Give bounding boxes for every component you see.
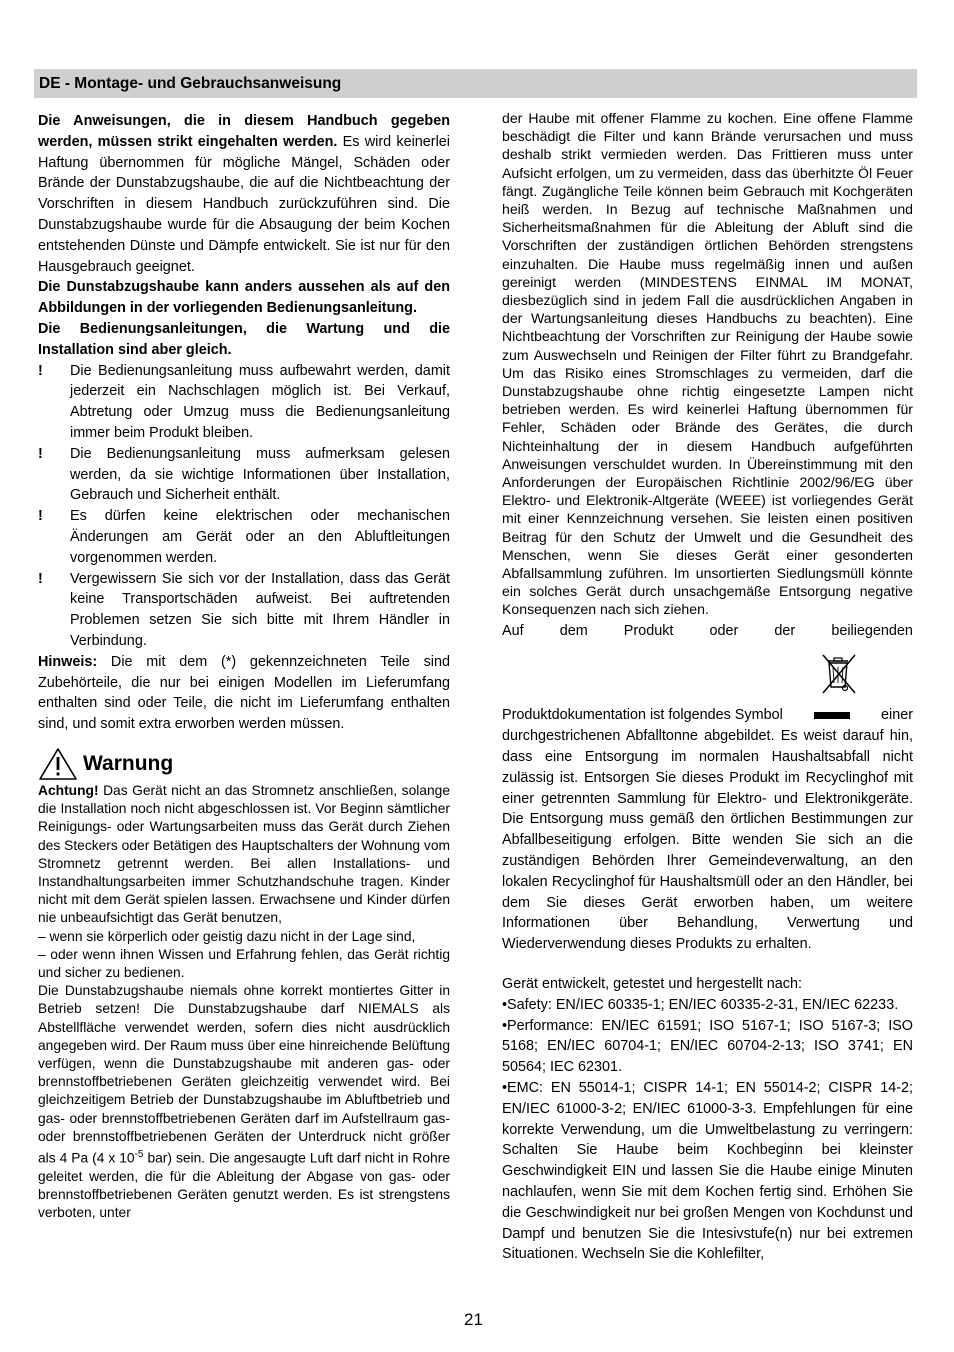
right-column: [502, 109, 913, 1265]
gitter-text-end: bar) sein. Die angesaugte Luft darf nicht in Rohre geleitet werden, die für die Ableitung der Abgase von gas- oder brennstoffbetriebenen Geräten genutzt werden. Es ist strengstens verboten, unter: [38, 1150, 450, 1221]
dash-item-2: – oder wenn ihnen Wissen und Erfahrung fehlen, das Gerät richtig und sicher zu bedienen.: [38, 946, 450, 980]
warning-heading: [38, 746, 450, 782]
hinweis-paragraph: [38, 652, 450, 735]
intro-bold: Die Anweisungen, die in diesem Handbuch gegeben werden, müssen strikt eingehalten werden.: [38, 113, 450, 150]
word: oder: [709, 622, 739, 639]
section-title: DE - Montage- und Gebrauchsanweisung: [39, 75, 342, 92]
exponent: -5: [134, 1148, 144, 1160]
symbol-line: [502, 705, 913, 726]
weee-symbol-row: [502, 641, 913, 705]
list-item: [38, 569, 450, 652]
bullet-mark: !: [38, 508, 43, 525]
spacer: [502, 955, 913, 974]
hinweis-label: Hinweis:: [38, 653, 98, 670]
warning-triangle-icon: [38, 747, 78, 781]
achtung-text: Das Gerät nicht an das Stromnetz anschließen, solange die Installation noch nicht abgeschlossen ist. Vor Beginn sämtlicher Reinigungs- oder Wartungsarbeiten muss das Gerät durch Ziehen des Steckers oder Betätigen des Hauptschalters der Wohnung vom Stromnetz getrennt werden. Bei allen Installations- und Instandhaltungsarbeiten immer Schutzhandschuhe tragen. Kinder nicht mit dem Gerät spielen lassen. Erwachsene und Kinder dürfen nie unbeaufsichtigt das Gerät benutzen,: [38, 782, 450, 926]
bullet-text: Die Bedienungsanleitung muss aufmerksam gelesen werden, da sie wichtige Informationen über Installation, Gebrauch und Sicherheit enthält.: [70, 445, 450, 504]
standards-emc: •EMC: EN 55014-1; CISPR 14-1; EN 55014-2; CISPR 14-2; EN/IEC 61000-3-2; EN/IEC 61000-3-3. Empfehlungen für eine korrekte Verwendung, um die Umweltbelastung zu verringern: Schalten Sie Haube beim Kochbeginn bei kleinster Geschwindigkeit EIN und lassen Sie die Haube einige Minuten nachlaufen, wenn Sie mit dem Kochen fertig sind. Erhöhen Sie die Geschwindigkeit nur bei großen Mengen von Kochdunst und Dampf und benutzen Sie die Intesivstufe(n) nur bei extremen Situationen. Wechseln Sie die Kohlefilter,: [502, 1080, 913, 1263]
bullet-text: Vergewissern Sie sich vor der Installation, dass das Gerät keine Transportschäden aufweist. Bei auftretenden Problemen setzen Sie sich bitte mit Ihrem Händler in Verbindung.: [70, 570, 450, 649]
word: Produkt: [623, 622, 674, 639]
warning-title: Warnung: [83, 751, 174, 775]
bullet-mark: !: [38, 362, 43, 379]
word: beiliegenden: [831, 622, 913, 639]
bullet-list: [38, 361, 450, 652]
list-item: [38, 444, 450, 506]
flame-paragraph: der Haube mit offener Flamme zu kochen. Eine offene Flamme beschädigt die Filter und kann Brände verursachen und muss deshalb strikt vermieden werden. Das Frittieren muss unter Aufsicht erfolgen, um zu vermeiden, dass das überhitzte Öl Feuer fängt. Zugängliche Teile können beim Gebrauch mit Kochgeräten heiß werden. In Bezug auf technische Maßnahmen und Sicherheitsmaßnahmen für die Ableitung der Abluft sind die Vorschriften der zuständigen örtlichen Behörden strengstens einzuhalten. Die Haube muss regelmäßig innen und außen gereinigt werden (MINDESTENS EINMAL IM MONAT, diesbezüglich sind in jedem Fall die ausdrücklichen Angaben in der Wartungsanleitung dieses Handbuchs zu beachten). Eine Nichtbeachtung der Vorschriften zur Reinigung der Haube sowie zum Auswechseln und Reinigen der Filter führt zu Brandgefahr. Um das Risiko eines Stromschlages zu vermeiden, darf die Dunstabzugshaube ohne richtig eingesetzte Lampen nicht betrieben werden. Es wird keinerlei Haftung übernommen für Fehler, Schäden oder Brände des Gerätes, die durch Nichteinhaltung der in diesem Handbuch aufgeführten Anweisungen verschuldet wurden. In Übereinstimmung mit den Anforderungen der Europäischen Richtlinie 2002/96/EG über Elektro- und Elektronik-Altgeräte (WEEE) ist vorliegendes Gerät mit einer Kennzeichnung versehen. Sie leisten einen positiven Beitrag für den Schutz der Umwelt und die Gesundheit des Menschen, wenn Sie dieses Gerät einer gesonderten Abfallsammlung zuführen. Im unsortierten Siedlungsmüll könnte ein solches Gerät durch unsachgemäße Entsorgung negative Konsequenzen nach sich ziehen.: [502, 110, 913, 618]
word: der: [774, 622, 796, 639]
dash-item-1: – wenn sie körperlich oder geistig dazu nicht in der Lage sind,: [38, 928, 416, 944]
notice-bold-1-text: Die Dunstabzugshaube kann anders aussehen als auf den Abbildungen in der vorliegenden Bedienungsanleitung.: [38, 279, 450, 317]
section-header: [34, 69, 917, 98]
achtung-label: Achtung!: [38, 782, 99, 798]
standards-safety: •Safety: EN/IEC 60335-1; EN/IEC 60335-2-31, EN/IEC 62233.: [502, 996, 899, 1013]
standards-intro: Gerät entwickelt, getestet und hergestellt nach:: [502, 976, 802, 993]
bullet-text: Die Bedienungsanleitung muss aufbewahrt werden, damit jederzeit ein Nachschlagen möglich ist. Bei Verkauf, Abtretung oder Umzug muss die Bedienungsanleitung immer beim Produkt bleiben.: [70, 362, 450, 441]
notice-bold-2: [38, 319, 450, 361]
achtung-paragraph: [38, 782, 450, 928]
crossed-out-wheelie-bin-icon: [815, 651, 861, 695]
intro-rest: Es wird keinerlei Haftung übernommen für mögliche Mängel, Schäden oder Brände der Dunstabzugshaube, die auf die Nichtbeachtung der Vorschriften in diesem Handbuch zurückzuführen sind. Die Dunstabzugshaube wurde für die Absaugung der beim Kochen entstehenden Dünste und Dämpfe entwickelt. Sie ist nur für den Hausgebrauch geeignet.: [38, 133, 450, 275]
left-column: [38, 111, 450, 1222]
symbol-intro-line: [502, 621, 913, 642]
word: dem: [559, 622, 588, 639]
symbol-line-text: Produktdokumentation ist folgendes Symbol: [502, 707, 783, 724]
weee-bar-icon: [814, 712, 850, 719]
symbol-line-end: einer: [881, 707, 913, 724]
bullet-text: Es dürfen keine elektrischen oder mechanischen Änderungen am Gerät oder an den Abluftleitungen vorgenommen werden.: [70, 508, 450, 566]
list-item: [38, 506, 450, 568]
disposal-paragraph: durchgestrichenen Abfalltonne abgebildet. Es weist darauf hin, dass eine Entsorgung im normalen Haushaltsabfall nicht zulässig ist. Entsorgen Sie dieses Produkt im Recyclinghof mit einer getrennten Sammlung für Elektro- und Elektronikgeräte. Die Entsorgung muss gemäß den örtlichen Bestimmungen zur Abfallbeseitigung erfolgen. Bitte wenden Sie sich an die zuständigen Behörden Ihrer Gemeindeverwaltung, an den lokalen Recyclinghof für Haushaltsmüll oder an den Händler, bei dem Sie dieses Gerät erworben haben, um weitere Informationen über Behandlung, Verwertung und Wiederverwendung dieses Produkts zu erhalten.: [502, 728, 913, 953]
gitter-text: Die Dunstabzugshaube niemals ohne korrekt montiertes Gitter in Betrieb setzen! Die Dunstabzugshaube darf NIEMALS als Abstellfläche verwendet werden, sofern dies nicht ausdrücklich angegeben wird. Der Raum muss über eine hinreichende Belüftung verfügen, wenn die Dunstabzugshaube mit anderen gas- oder brennstoffbetriebenen Geräten gleichzeitig verwendet wird. Bei gleichzeitigem Betrieb der Dunstabzugshaube im Abluftbetrieb und gas- oder brennstoffbetriebenen Geräten darf im Aufstellraum gas- oder brennstoffbetriebenen Geräten der Unterdruck nicht größer als 4 Pa (4 x 10: [38, 983, 450, 1166]
notice-bold-1: [38, 277, 450, 319]
gitter-paragraph: [38, 982, 450, 1222]
list-item: [38, 361, 450, 444]
word: Auf: [502, 622, 524, 639]
bullet-mark: !: [38, 445, 43, 462]
bullet-mark: !: [38, 570, 43, 587]
standards-performance: •Performance: EN/IEC 61591; ISO 5167-1; ISO 5167-3; ISO 5168; EN/IEC 60704-1; EN/IEC 60704-2-13; ISO 3741; EN 50564; IEC 62301.: [502, 1017, 913, 1076]
intro-paragraph: [38, 111, 450, 277]
hinweis-text: Die mit dem (*) gekennzeichneten Teile sind Zubehörteile, die nur bei einigen Modellen im Lieferumfang enthalten sind oder Teile, die nicht im Lieferumfang enthalten sind, und somit extra erworben werden müssen.: [38, 653, 450, 733]
page-number: 21: [464, 1310, 483, 1329]
notice-bold-2-text: Die Bedienungsanleitungen, die Wartung und die Installation sind aber gleich.: [38, 320, 450, 358]
